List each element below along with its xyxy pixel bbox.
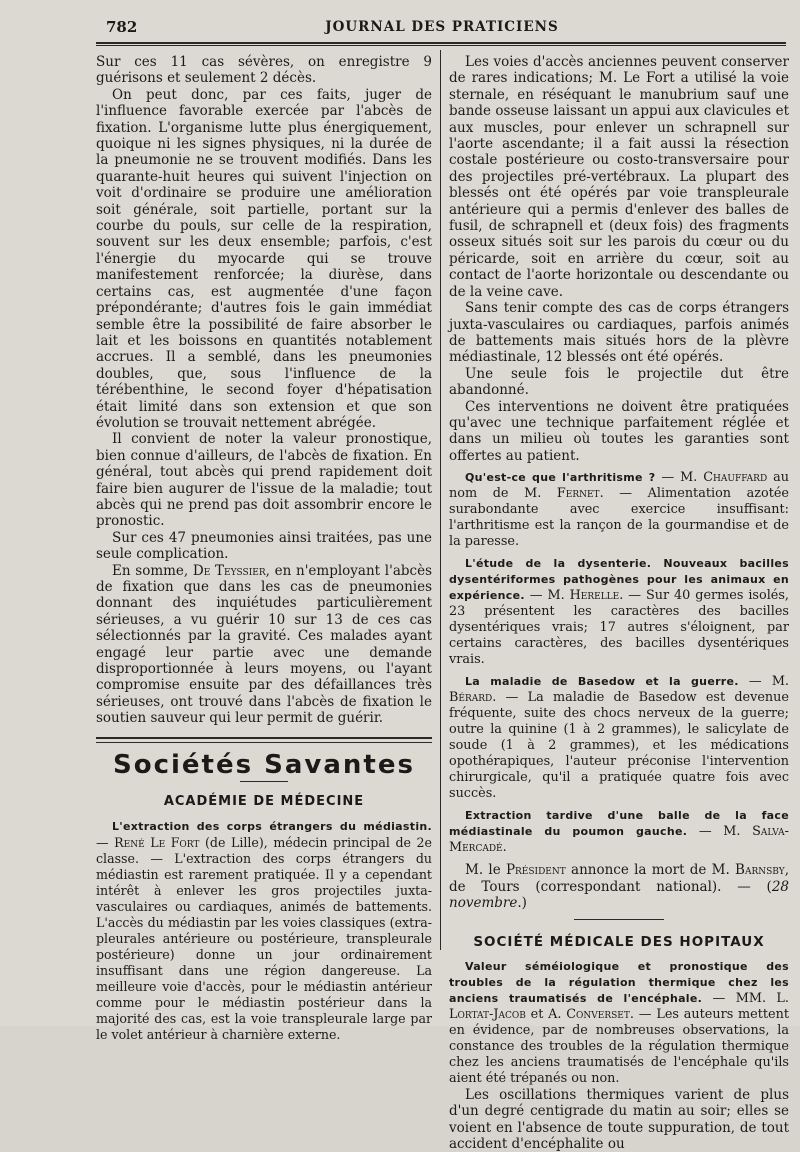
paragraph: Une seule fois le projectile dut être abandonné. (449, 365, 789, 399)
entry: La maladie de Basedow et la guerre. — M. Bérard. — La maladie de Basedow est devenue fréquente, suite des chocs nerveux de la guerre; outre la quinine (1 à 2 grammes), le salicylate de soude (1 à 2 grammes), et les médications opothérapiques, l'auteur préconise l'intervention chirurgicale, qu'il a pratiquée quatre fois avec succès. (449, 674, 789, 802)
entry: L'extraction des corps étrangers du médiastin. — René Le Fort (de Lille), médecin principal de 2e classe. — L'extraction des corps étrangers du médiastin est rarement pratiquée. Il y a cependant intérêt à enlever les gros projectiles juxta-vasculaires ou cardiaques, animés de battements. L'accès du médiastin par les voies classiques (extra-pleurales antérieure ou postérieure, transpleurale postérieure) donne un jour ordinairement insuffisant dans une région dangereuse. La meilleure voie d'accès, pour le médiastin antérieur comme pour le médiastin postérieur dans la majorité des cas, est la voie transpleurale large par le volet antérieur à charnière externe. (96, 820, 432, 1043)
paragraph: Les voies d'accès anciennes peuvent conserver de rares indications; M. Le Fort a utilisé la voie sternale, en réséquant le manubrium sauf une bande osseuse laissant un appui aux clavicules et aux muscles, pour enlever un schrapnell sur l'aorte ascendante; il a fait aussi la résection costale postérieure ou costo-transversaire pour des projectiles pré-vertébraux. La plupart des blessés ont été opérés par voie transpleurale antérieure qui a permis d'enlever des balles de fusil, de schrapnell et (deux fois) des fragments osseux situés soit sur les parois du cœur ou du péricarde, soit en arrière du cœur, soit au contact de l'aorte horizontale ou descendante ou de la veine cave. (449, 54, 789, 300)
entry: Qu'est-ce que l'arthritisme ? — M. Chauffard au nom de M. Fernet. — Alimentation azotée surabondante avec exercice insuffisant: l'arthritisme est la rançon de la gourmandise et de la paresse. (449, 470, 789, 550)
societe-heading: SOCIÉTÉ MÉDICALE DES HOPITAUX (473, 934, 765, 951)
paragraph: Sans tenir compte des cas de corps étrangers juxta-vasculaires ou cardiaques, parfois animés de battements mais situés hors de la plèvre médiastinale, 12 blessés ont été opérés. (449, 300, 789, 366)
short-rule (574, 919, 664, 920)
entry: L'étude de la dysenterie. Nouveaux bacilles dysentériformes pathogènes pour les animaux en expérience. — M. Herelle. — Sur 40 germes isolés, 23 présentent les caractères des bacilles dysentériques vrais; 17 autres s'éloignent, par certains caractères, des bacilles dysentériques vrais. (449, 557, 790, 668)
paragraph: En somme, De Teyssier, en n'employant l'abcès de fixation que dans les cas de pneumonies donnant des inquiétudes particulièrement sérieuses, a vu guérir 10 sur 13 de ces cas sélectionnés par la gravité. Ces malades ayant engagé leur partie avec une demande disproportionnée à leurs moyens, ou l'ayant compromise ensuite par des défaillances très sérieuses, ont trouvé dans l'abcès de fixation le soutien sauveur qui leur permit de guérir. (96, 562, 433, 727)
left-column (96, 54, 432, 1043)
entry: Valeur séméiologique et pronostique des troubles de la régulation thermique chez les anciens traumatisés de l'encéphale. — MM. L. Lortat-Jacob et A. Converset. — Les auteurs mettent en évidence, par de nombreuses observations, la constance des troubles de la régulation thermique chez les anciens traumatisés de l'encéphale qu'ils aient été trépanés ou non. (449, 959, 789, 1086)
paragraph: Sur ces 11 cas sévères, on enregistre 9 guérisons et seulement 2 décès. (96, 54, 432, 87)
paragraph: Il convient de noter la valeur pronostique, bien connue d'ailleurs, de l'abcès de fixation. En général, tout abcès qui prend rapidement doit faire bien augurer de l'issue de la maladie; tout abcès qui ne prend pas doit assombrir encore le pronostic. (96, 431, 432, 530)
section-rule (96, 737, 432, 739)
column-divider (440, 50, 441, 950)
right-column (449, 54, 789, 1152)
section-heading: Sociétés Savantes (113, 749, 415, 780)
section-rule-thin (96, 742, 432, 743)
paragraph: Ces interventions ne doivent être pratiquées qu'avec une technique parfaitement réglée et dans un milieu où toutes les garanties sont offertes au patient. (449, 398, 789, 464)
header-rule (96, 42, 786, 44)
paragraph: Sur ces 47 pneumonies ainsi traitées, pas une seule complication. (96, 529, 432, 563)
entry: Extraction tardive d'une balle de la face médiastinale du poumon gauche. — M. Salva-Mercadé. (449, 809, 789, 856)
paragraph: On peut donc, par ces faits, juger de l'influence favorable exercée par l'abcès de fixation. L'organisme lutte plus énergiquement, quoique ni les signes physiques, ni la durée de la pneumonie ne se trouvent modifiés. Dans les quarante-huit heures qui suivent l'injection on voit d'ordinaire se produire une amélioration soit générale, soit partielle, portant sur la courbe du pouls, sur celle de la respiration, souvent sur les deux ensemble; parfois, c'est l'énergie du myocarde qui se trouve manifestement renforcée; la diurèse, dans certains cas, est augmentée d'une façon prépondérante; d'autres fois le gain immédiat semble être la possibilité de faire absorber le lait et les boissons en quantités notablement accrues. Il a semblé, dans les pneumonies doubles, que, sous l'influence de la térébenthine, le second foyer d'hépatisation était limité dans son extension et que son évolution se trouvait nettement abrégée. (96, 86, 432, 431)
header-rule-thin (96, 45, 786, 46)
paragraph: M. le Président annonce la mort de M. Barnsby, de Tours (correspondant national). — (28 novembre.) (449, 862, 789, 911)
page-number: 782 (106, 18, 138, 36)
journal-title: JOURNAL DES PRATICIENS (325, 19, 559, 35)
page-header (96, 18, 788, 40)
paragraph: Les oscillations thermiques varient de plus d'un degré centigrade du matin au soir; elles se voient en l'absence de toute suppuration, de tout accident d'encéphalite ou (449, 1086, 789, 1152)
academie-heading: ACADÉMIE DE MÉDECINE (163, 794, 365, 810)
author-name: De Teyssier (192, 562, 266, 579)
short-rule (240, 781, 288, 782)
